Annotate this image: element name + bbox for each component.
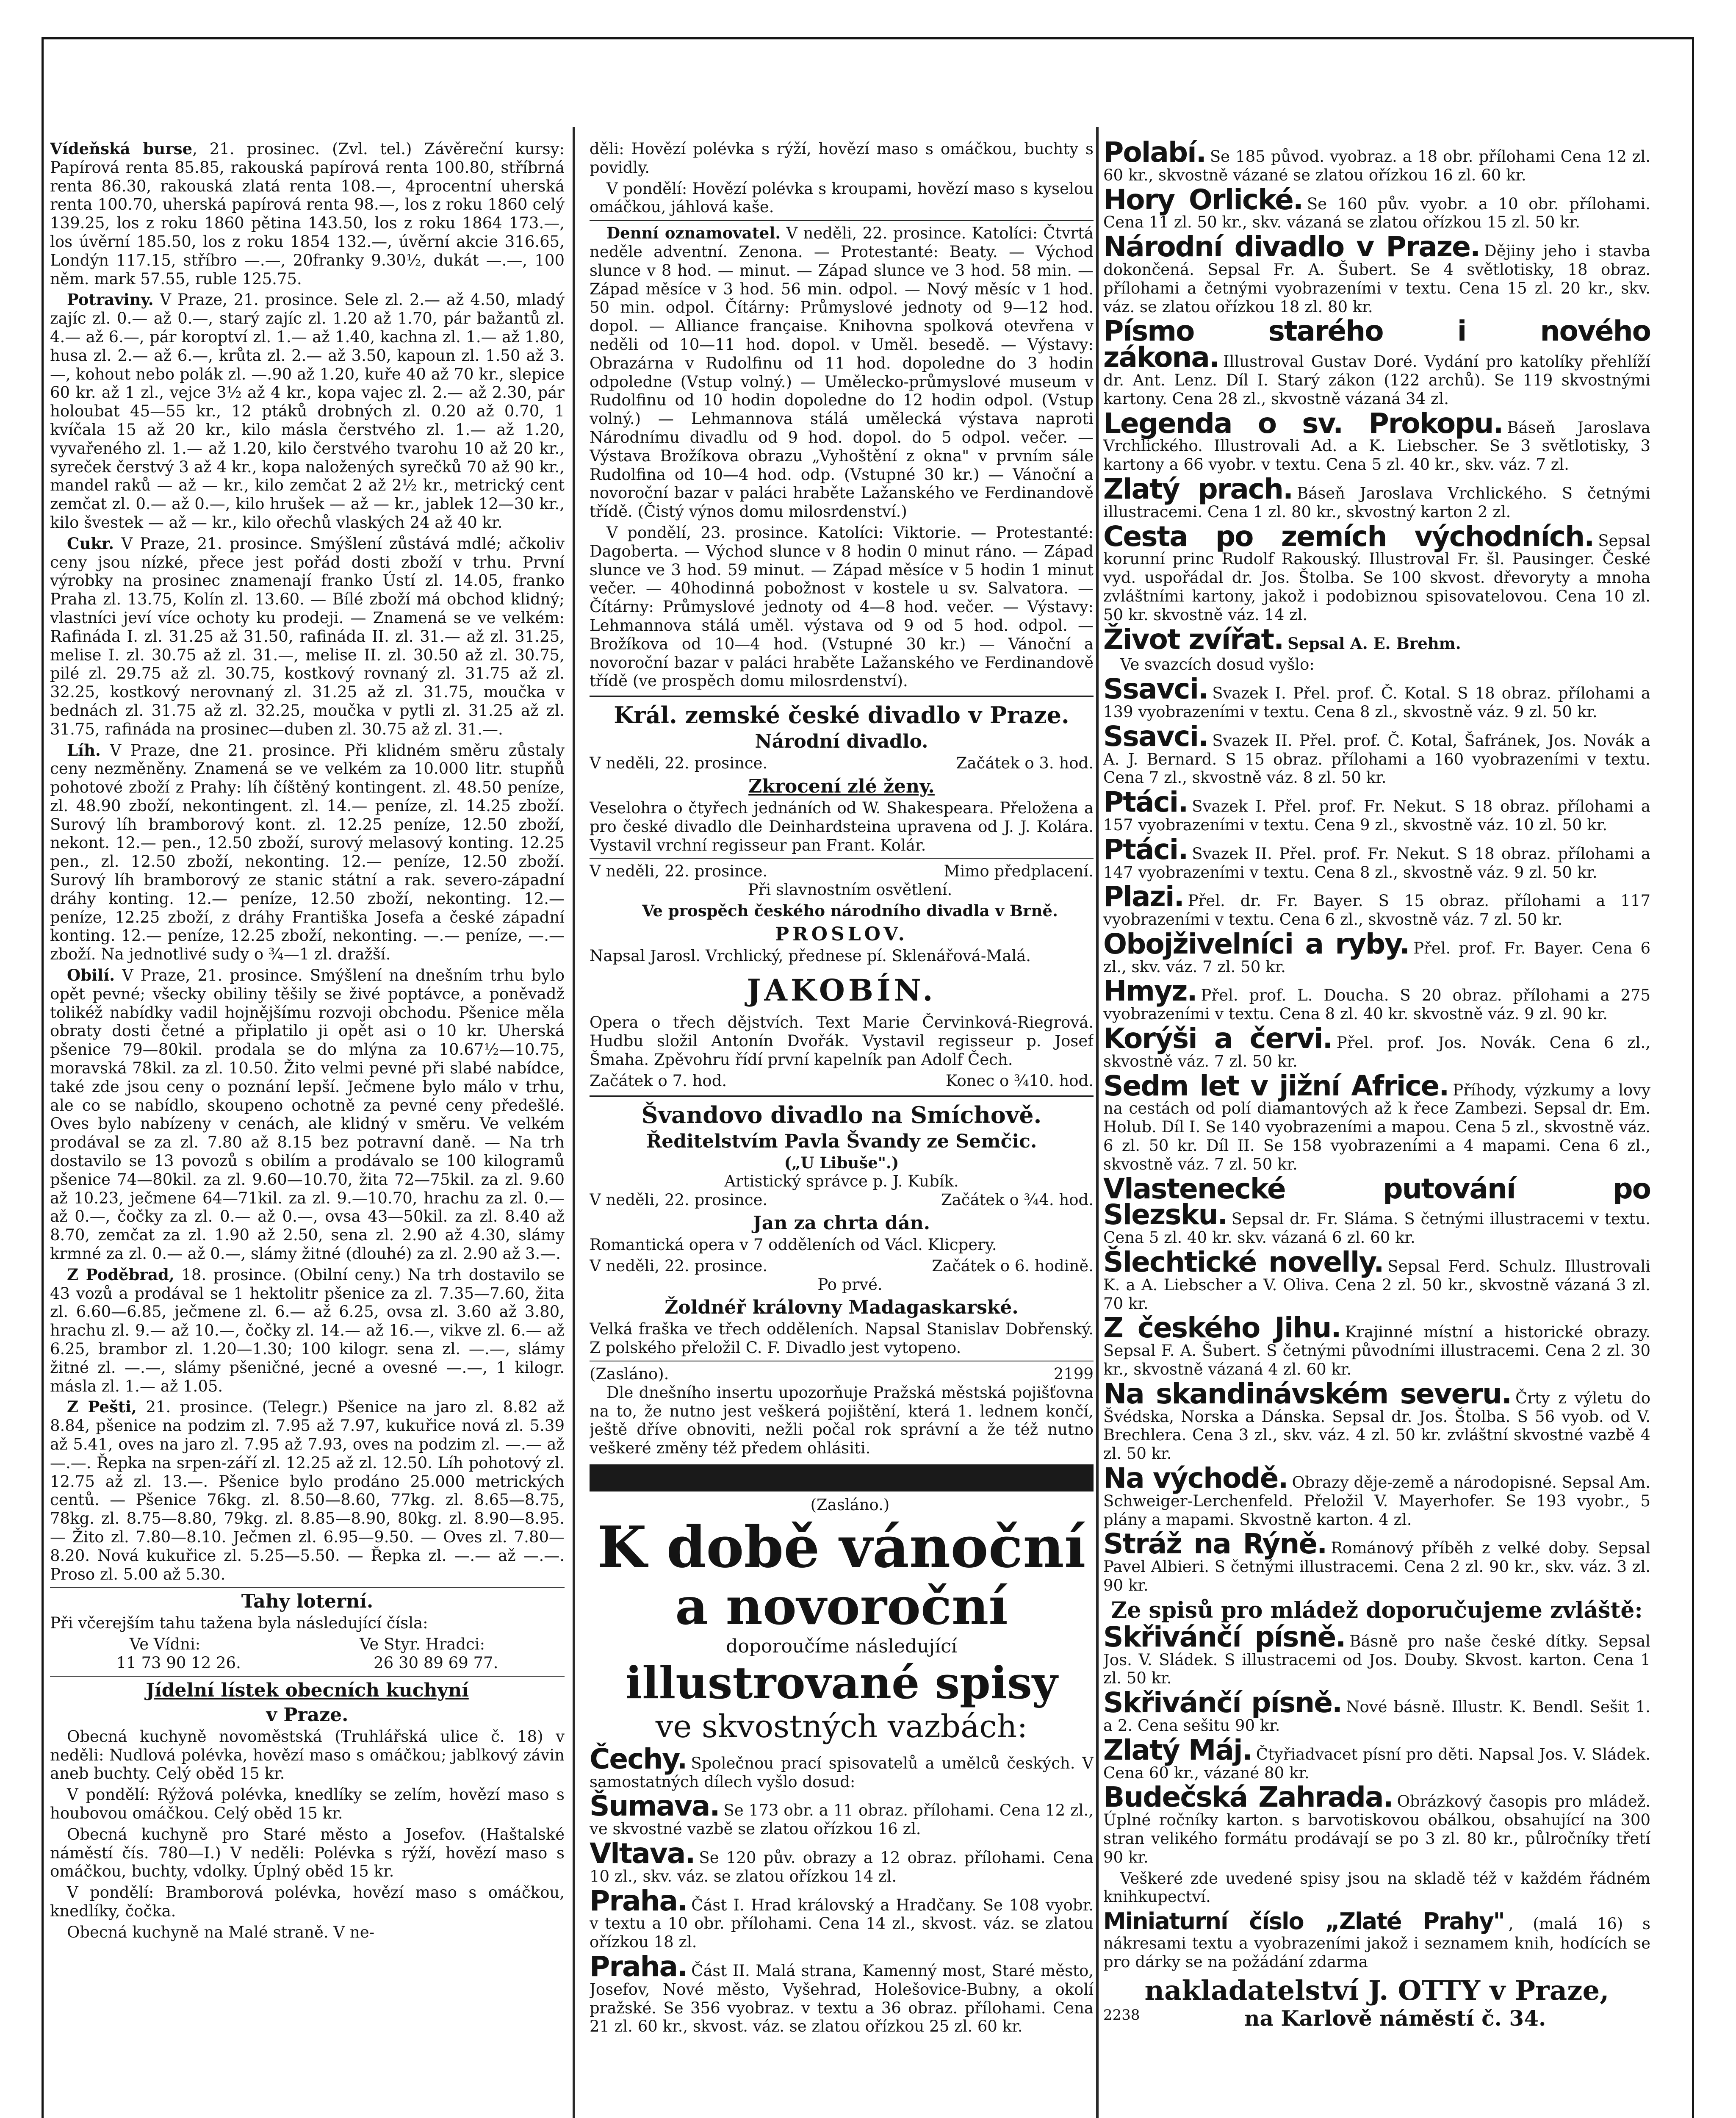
book-description: Črty z výletu do Švédska, Norska a Dánska. Sepsal dr. Jos. Štolba. S 56 vyob. od V. Brechlera. Cena 3 zl., skv. váz. 4 zl. 50 kr. zvláštní skvostné vazbě 4 zl. 50 kr. (1103, 1389, 1650, 1463)
book-entry (590, 1884, 1094, 1952)
divider (50, 1587, 565, 1588)
book-entry (1103, 1069, 1650, 1174)
section-heading: Líh. (67, 740, 101, 760)
performance-date: V neděli, 22. prosince. (590, 862, 768, 881)
menu-subtitle: v Praze. (266, 1704, 349, 1726)
column-rule (1096, 127, 1099, 2118)
book-entry (1103, 927, 1650, 976)
lottery-city: Ve Styr. Hradci: (360, 1635, 485, 1654)
performance-date: V neděli, 22. prosince. (590, 1191, 768, 1209)
book-description: Se 160 pův. vyobr. a 10 obr. přílohami. Cena 11 zl. 50 kr., skv. vázaná se zlatou ořízkou 15 zl. 50 kr. (1103, 194, 1650, 232)
book-description: Básně pro naše české dítky. Sepsal Jos. V. Sládek. S illustracemi od Jos. Douby. Skvost. karton. Cena 1 zl. 50 kr. (1103, 1632, 1650, 1688)
availability-note: Veškeré zde uvedené spisy jsou na skladě též v každém řádném knihkupectví. (1103, 1869, 1650, 1906)
youth-section-title: Ze spisů pro mládež doporučujeme zvláště: (1111, 1597, 1643, 1623)
book-entry (1103, 1781, 1650, 1866)
performance-end: Konec o ¾10. hod. (945, 1071, 1094, 1090)
book-title: Zlatý Máj. (1103, 1733, 1252, 1766)
ad-subline: ve skvostných vazbách: (655, 1708, 1028, 1745)
paragraph: , 21. prosinec. (Zvl. tel.) Závěreční kursy: Papírová renta 85.85, rakouská papírová renta 100.80, stříbrná renta 86.30, rakouská zlatá renta 108.—, 4procentní uherská renta 100.70, uherská papírová renta 98.—, los z roku 1860 celý 139.25, los z roku 1860 pětina 143.50, los z roku 1864 173.—, los úvěrní 185.50, los z roku 1854 132.—, úvěrní akcie 316.65, Londýn 117.15, stříbro —.—, 20franky 9.30½, dukát —.—, 100 něm. mark 57.55, ruble 125.75. (50, 140, 565, 288)
book-title: Ptáci. (1103, 833, 1188, 866)
menu-paragraph: Obecná kuchyně pro Staré město a Josefov. (Haštalské náměstí čís. 780—I.) V neděli: Polévka s rýží, hovězí maso s omáčkou, buchty, vdolky. Úplný oběd 15 kr. (50, 1825, 565, 1881)
lottery-numbers-vienna: 11 73 90 12 26. (116, 1653, 241, 1672)
play-description: Veselohra o čtyřech jednáních od W. Shakespeara. Přeložena a pro české divadlo dle Deinhardsteina upravena od J. J. Kolára. Vystavil vrchní regisseur pan Frant. Kolár. (590, 798, 1094, 854)
book-entry (1103, 1909, 1650, 1971)
performance-start: Začátek o ¾4. hod. (941, 1191, 1094, 1209)
play-title: Jan za chrta dán. (753, 1212, 930, 1234)
book-entry (1103, 1686, 1650, 1735)
book-entry (1103, 1311, 1650, 1379)
book-description: Sepsal Ferd. Schulz. Illustrovali K. a A. Liebscher a V. Oliva. Cena 2 zl. 50 kr., skvostně vázaná 3 zl. 70 kr. (1103, 1257, 1650, 1313)
market-report-vienna (50, 140, 565, 288)
book-title: Šlechtické novelly. (1103, 1246, 1384, 1279)
lottery-numbers-graz: 26 30 89 69 77. (374, 1653, 498, 1672)
theatre-manager: Artistický správce p. J. Kubík. (724, 1172, 959, 1191)
book-description: Se 185 původ. vyobraz. a 18 obr. přílohami Cena 12 zl. 60 kr., skvostně vázané se zlatou ořízkou 16 zl. 60 kr. (1103, 147, 1650, 184)
book-entry (1103, 183, 1650, 232)
book-description: Se 120 pův. obrazy a 12 obraz. přílohami. Cena 10 zl., skv. váz. se zlatou ořízkou 14 zl. (590, 1849, 1094, 1885)
book-description: Obrazy děje-země a národopisné. Sepsal Am. Schweiger-Lerchenfeld. Přeložil V. Mayerhofer. Se 193 vyobr., 5 plány a mapami. Skvostně karton. 4 zl. (1103, 1473, 1650, 1529)
publisher-address-row (1103, 2006, 1650, 2031)
performance-date: V neděli, 22. prosince. (590, 1256, 768, 1275)
daily-calendar-sunday (590, 224, 1094, 521)
performance-start: Začátek o 7. hod. (590, 1071, 727, 1090)
book-title: Ssavci. (1103, 673, 1208, 706)
section-heading: Cukr. (67, 534, 114, 553)
book-title: Čechy. (590, 1742, 687, 1775)
book-description: Sepsal korunní princ Rudolf Rakouský. Illustroval Fr. šl. Pausinger. České vyd. uspořádal dr. Jos. Štolba. Se 100 skvost. dřevoryty a mnoha zvláštními kartony, jakož i podobiznou spisovatelovou. Cena 10 zl. 50 kr. skvostně váz. 14 zl. (1103, 531, 1650, 624)
ad-headline: K době vánoční (597, 1513, 1086, 1580)
performance-date: V neděli, 22. prosince. (590, 754, 768, 773)
book-description: Svazek I. Přel. prof. Fr. Nekut. S 18 obraz. přílohami a 157 vyobrazeními v textu. Cena 9 zl., skvostně váz. 10 zl. 50 kr. (1103, 797, 1650, 834)
book-entry (1103, 786, 1650, 834)
section-heading: Obilí. (67, 966, 115, 985)
book-description: Krajinné místní a historické obrazy. Sepsal F. A. Šubert. S četnými původními illustracemi. Cena 2 zl. 30 kr., skvostně vázaná 4 zl. 60 kr. (1103, 1323, 1650, 1379)
menu-paragraph: Obecná kuchyně na Malé straně. V ne- (67, 1923, 375, 1941)
book-title: Budečská Zahrada. (1103, 1781, 1393, 1814)
notice-header (590, 1365, 1094, 1383)
market-report-grain (50, 966, 565, 1263)
play-title: JAKOBÍN. (747, 973, 936, 1008)
column-left (50, 140, 565, 2118)
book-description: Illustroval Gustav Doré. Vydání pro katolíky přehlíží dr. Ant. Lenz. Díl I. Starý zákon (122 archů). Se 119 skvostnými kartony. Cena 28 zl., skvostně vázaná 34 zl. (1103, 352, 1650, 408)
book-description: Přel. prof. Fr. Bayer. Cena 6 zl., skv. váz. 7 zl. 50 kr. (1103, 939, 1650, 976)
performance-info (590, 1191, 1094, 1209)
play-description: Velká fraška ve třech odděleních. Napsal Stanislav Dobřenský. Z polského přeložil C. F. Divadlo jest vytopeno. (590, 1320, 1094, 1357)
section-heading: Z Pešti, (67, 1397, 137, 1417)
book-description: Svazek I. Přel. prof. Č. Kotal. S 18 obraz. přílohami a 139 vyobrazeními v textu. Cena 8 zl., skvostně váz. 9 zl. 50 kr. (1103, 684, 1650, 721)
ad-subline: doporoučíme následující (726, 1635, 957, 1657)
menu-paragraph: V pondělí: Rýžová polévka, knedlíky se zelím, hovězí maso s houbovou omáčkou. Celý oběd 15 kr. (50, 1785, 565, 1822)
book-entry (590, 1837, 1094, 1886)
performance-lighting: Při slavnostním osvětlení. (748, 881, 952, 899)
paragraph: 21. prosince. (Telegr.) Pšenice na jaro zl. 8.82 až 8.84, pšenice na podzim zl. 7.95 až 7.97, kukuřice nová zl. 5.39 až 5.41, oves na jaro zl. 7.95 až 7.93, oves na podzim zl. —.— až —.—. Řepka na srpen-září zl. 12.25 až zl. 12.50. Líh pohotový zl. 12.75 až zl. 13.—. Pšenice bylo prodáno 25.000 metrických centů. — Pšenice 76kg. zl. 8.50—8.60, 77kg. zl. 8.65—8.75, 78kg. zl. 8.75—8.80, 79kg. zl. 8.85—8.90, 80kg. zl. 8.90—8.95. — Žito zl. 7.80—8.10. Ječmen zl. 6.95—9.50. — Oves zl. 7.80—8.20. Nová kukuřice zl. 5.25—5.50. — Řepka zl. —.— až —.—. Proso zl. 5.00 až 5.30. (50, 1398, 565, 1583)
book-title: Cesta po zemích východních. (1103, 520, 1594, 553)
performance-info (590, 862, 1094, 881)
book-entry (1103, 975, 1650, 1023)
book-title: Hory Orlické. (1103, 183, 1303, 216)
book-title: Z českého Jihu. (1103, 1311, 1341, 1345)
book-entry (1103, 407, 1650, 474)
section-heading: Denní oznamovatel. (606, 224, 781, 243)
performance-note: Po prvé. (817, 1275, 883, 1294)
publisher-address: na Karlově náměstí č. 34. (1244, 2005, 1546, 2031)
book-entry (1103, 520, 1650, 624)
book-entry (590, 1742, 1094, 1791)
book-entry (1103, 1246, 1650, 1313)
book-description: Čtyřiadvacet písní pro děti. Napsal Jos. V. Sládek. Cena 60 kr., vázané 80 kr. (1103, 1745, 1650, 1782)
prolog-author: Napsal Jarosl. Vrchlický, přednese pí. Sklenářová-Malá. (590, 946, 1031, 965)
lottery-title: Tahy loterní. (241, 1591, 374, 1613)
daily-calendar-monday: V pondělí, 23. prosince. Katolíci: Viktorie. — Protestanté: Dagoberta. — Východ slunce v 8 hodin 0 minut ráno. — Západ slunce ve 3 hod. 59 minut. — Západ měsíce v 5 hodin 1 minut večer. — 40hodinná pobožnost v kostele u sv. Salvatora. — Čítárny: Průmyslové jednoty od 4—8 hod. večer. — Výstavy: Lehmannova stálá uměl. výstava od 9 od 5 hod. odpol. — Brožíkova od 10—4 hod. (Vstupné 30 kr.) — Vánoční a novoroční bazar v paláci hraběte Lažanského ve Ferdinandově třídě (ve prospěch domu milosrdenství). (590, 523, 1094, 690)
book-entry (1103, 140, 1650, 185)
theatre-subtitle: Ředitelstvím Pavla Švandy ze Semčic. (646, 1130, 1037, 1152)
performance-info (590, 754, 1094, 773)
series-note: Ve svazcích dosud vyšlo: (1120, 655, 1315, 674)
book-entry (1103, 1528, 1650, 1594)
book-description: Se 173 obr. a 11 obraz. přílohami. Cena 12 zl., ve skvostné vazbě se zlatou ořízkou 16 zl. (590, 1801, 1094, 1838)
column-middle (590, 140, 1094, 2118)
book-entry (1103, 833, 1650, 882)
book-description: Svazek II. Přel. prof. Fr. Nekut. S 18 obraz. přílohami a 147 vyobrazeními v textu. Cena 8 zl., skvostně váz. 9 zl. 50 kr. (1103, 844, 1650, 882)
book-title: Na skandinávském severu. (1103, 1377, 1512, 1410)
notice-body: Dle dnešního insertu upozorňuje Pražská městská pojišťovna na to, že nutno jest veškerá pojištění, která 1. lednem končí, ještě dříve obnoviti, nežli počal rok správní a že též nutno veškeré změny též předem ohlásiti. (590, 1383, 1094, 1458)
column-rule (573, 127, 575, 2118)
divider (590, 696, 1094, 697)
book-description: Přel. prof. L. Doucha. S 20 obraz. přílohami a 275 vyobrazeními v textu. Cena 8 zl. 40 kr. skvostně váz. 9 zl. 90 kr. (1103, 986, 1650, 1023)
book-entry (1103, 880, 1650, 929)
book-description: Sepsal dr. Fr. Sláma. S četnými illustracemi v textu. Cena 5 zl. 40 kr. skv. vázaná 6 zl. 60 kr. (1103, 1210, 1650, 1247)
performance-start: Začátek o 3. hod. (956, 754, 1094, 773)
lottery-city: Ve Vídni: (129, 1635, 201, 1654)
book-title: Polabí. (1103, 140, 1206, 169)
market-report-food (50, 291, 565, 532)
ad-number: 2238 (1103, 2006, 1140, 2024)
ad-headline: a novoroční (675, 1576, 1008, 1636)
divider (590, 220, 1094, 221)
menu-paragraph: Obecná kuchyně novoměstská (Truhlářská ulice č. 18) v neděli: Nudlová polévka, hovězí maso s omáčkou; jablkový závin aneb buchty. Celý oběd 15 kr. (50, 1727, 565, 1783)
book-title: Obojživelníci a ryby. (1103, 927, 1409, 960)
menu-title: Jídelní lístek obecních kuchyní (146, 1679, 469, 1701)
performance-times (590, 1072, 1094, 1090)
performance-start: Začátek o 6. hodině. (932, 1256, 1094, 1275)
performance-note: Mimo předplacení. (944, 862, 1094, 881)
ad-label: (Zasláno.) (810, 1496, 890, 1514)
book-title: Plazi. (1103, 880, 1184, 913)
ad-headline: illustrované spisy (625, 1656, 1058, 1709)
performance-info (590, 1257, 1094, 1275)
book-title: Život zvířat. (1103, 623, 1284, 656)
book-description: Obrázkový časopis pro mládež. Úplné ročníky karton. s barvotiskovou obálkou, obsahující na 300 stran velikého formátu prodávají se po 3 zl. 80 kr., půlročníky třetí 90 kr. (1103, 1792, 1650, 1866)
book-title: Písmo starého i nového zákona. (1103, 315, 1650, 374)
book-entry (1103, 1733, 1650, 1783)
book-title: Sedm let v jižní Africe. (1103, 1069, 1449, 1102)
market-report-sugar (50, 535, 565, 739)
menu-paragraph: V pondělí: Hovězí polévka s kroupami, hovězí maso s kyselou omáčkou, jáhlová kaše. (590, 179, 1094, 216)
book-description: Přel. dr. Fr. Bayer. S 15 obraz. přílohami a 117 vyobrazeními v textu. Cena 6 zl., skvostně váz. 7 zl. 50 kr. (1103, 892, 1650, 929)
book-entry (1103, 230, 1650, 316)
market-report-spirits (50, 741, 565, 964)
book-description: Část I. Hrad královský a Hradčany. Se 108 vyobr. v textu a 10 obr. přílohami. Cena 14 zl., skvost. váz. se zlatou ořízkou 18 zl. (590, 1896, 1094, 1952)
market-report-podebrady (50, 1266, 565, 1396)
book-entry (590, 1950, 1094, 2036)
section-heading: Vídeňská burse (50, 140, 193, 158)
book-description: , (malá 16) s nákresami textu a vyobrazeními jakož i seznamem knih, hodících se pro dárky se na požádání zdarma (1103, 1915, 1650, 1971)
book-entry (1103, 472, 1650, 521)
column-right (1103, 140, 1650, 2118)
book-title: Legenda o sv. Prokopu. (1103, 407, 1503, 440)
section-heading: Z Poděbrad, (67, 1265, 174, 1284)
menu-paragraph: V pondělí: Bramborová polévka, hovězí maso s omáčkou, knedlíky, čočka. (50, 1883, 565, 1920)
book-description: Příhody, výzkumy a lovy na cestách od polí diamantových až k řece Zambezi. Sepsal dr. Em. Holub. Díl I. Se 140 vyobrazeními a mapou. Cena 5 zl., skvostně váz. 6 zl. 50 kr. Díl II. Se 158 vyobrazeními a 4 mapami. Cena 6 zl., skvostně váz. 7 zl. 50 kr. (1103, 1081, 1650, 1173)
divider (590, 1095, 1094, 1097)
book-description: Sepsal A. E. Brehm. (1287, 634, 1461, 653)
book-title: Hmyz. (1103, 975, 1197, 1008)
book-entry (1103, 1172, 1650, 1247)
book-description: Přel. prof. Jos. Novák. Cena 6 zl., skvostně váz. 7 zl. 50 kr. (1103, 1034, 1650, 1070)
book-entry (1103, 315, 1650, 408)
book-title: Vltava. (590, 1837, 695, 1870)
performance-benefit: Ve prospěch českého národního divadla v Brně. (642, 901, 1058, 920)
theatre-subtitle: („U Libuše".) (784, 1153, 899, 1172)
book-title: Národní divadlo v Praze. (1103, 230, 1480, 263)
paragraph: V Praze, 21. prosince. Sele zl. 2.— až 4.50, mladý zajíc zl. 0.— až 0.—, starý zajíc zl. 1.20 až 1.70, pár bažantů zl. 4.— až 6.—, pár koroptví zl. 1.— až 1.40, kachna zl. 1.— až 1.80, husa zl. 2.— až 6.—, krůta zl. 2.— až 3.50, kapoun zl. 1.50 až 3.—, kohout nebo polák zl. —.90 až 1.20, kuře 40 až 70 kr., slepice 60 kr. až 1 zl., vejce 3½ až 4 kr., kopa vajec zl. 2.— až 2.30, pár holoubat 45—55 kr., 12 ptáků drobných zl. 0.20 až 0.70, 1 kvíčala 15 až 20 kr., kilo másla čerstvého zl. 1.— až 1.20, vyvařeného zl. 1.— až 1.20, kilo čerstvého tvarohu 10 až 20 kr., syreček čerstvý 3 až 4 kr., kopa naložených syrečků 70 až 90 kr., mandel raků — až — kr., kilo zemčat 2 až 2½ kr., metrický cent zemčat zl. 0.— až 0.—, kilo hrušek — až — kr., jablek 12—30 kr., kilo švestek — až — kr., kilo ořechů vlaských 24 až 40 kr. (50, 291, 565, 532)
book-title: Miniaturní číslo „Zlaté Prahy" (1103, 1908, 1504, 1935)
ornamental-banner (590, 1464, 1094, 1491)
play-title: Zkrocení zlé ženy. (748, 775, 935, 797)
play-title: Žoldnéř královny Madagaskarské. (664, 1297, 1019, 1319)
paragraph: 18. prosince. (Obilní ceny.) Na trh dostavilo se 43 vozů a prodával se 1 hektolitr pšenice za zl. 7.35—7.60, žita zl. 6.60—6.85, ječmene zl. 6.— až 6.25, ovsa zl. 3.60 až 3.80, hrachu zl. 9.— až 10.—, čočky zl. 14.— až 16.—, vikve zl. 6.— až 6.25, brambor zl. 1.20—1.30; 100 kilogr. sena zl. —.—, slámy žitné zl. —.—, slámy pšeničné, jecné a ovesné —.—, 1 kilogr. másla zl. 1.— až 1.05. (50, 1265, 565, 1395)
market-report-pest (50, 1398, 565, 1583)
book-description: Dějiny jeho i stavba dokončená. Sepsal Fr. A. Šubert. Se 4 světlotisky, 18 obraz. přílohami a četnými vyobrazeními v textu. Cena 15 zl. 20 kr., skv. váz. se zlatou ořízkou 18 zl. 80 kr. (1103, 242, 1650, 316)
paragraph: V neděli, 22. prosince. Katolíci: Čtvrtá neděle adventní. Zenona. — Protestanté: Beaty. — Východ slunce v 8 hod. — minut. — Západ slunce ve 3 hod. 58 min. — Západ měsíce v 3 hod. 56 min. odpol. — Nový měsíc v 1 hod. 50 min. odpol. Čítárny: Průmyslové jednoty od 9—12 hod. dopol. — Alliance française. Knihovna spolková otevřena v neděli od 10—11 hod. dopol. v Uměl. besedě. — Výstavy: Obrazárna v Rudolfinu od 11 hod. dopoledne do 3 hodin odpoledne (Vstup volný.) — Umělecko-průmyslové museum v Rudolfinu od 10 hodin dopoledne do 12 hodin odpol. (Vstup volný.) — Lehmannova stálá umělecká výstava naproti Národnímu divadlu od 9 hod. dopol. do 5 odpol. večer. — Výstava Brožíkova obrazu „Vyhoštění z okna" v prvním sále Rudolfina od 10—4 hod. odp. (Vstupné 30 kr.) — Vánoční a novoroční bazar v paláci hraběte Lažanského ve Ferdinandově třídě. (Čistý výnos domu milosrdenství.) (590, 224, 1094, 521)
book-description: Nové básně. Illustr. K. Bendl. Sešit 1. a 2. Cena sešitu 90 kr. (1103, 1698, 1650, 1735)
lottery-numbers (50, 1654, 565, 1672)
book-title: Skřivánčí písně. (1103, 1686, 1342, 1719)
book-entry (1103, 623, 1650, 656)
book-description: Společnou prací spisovatelů a umělců českých. V samostatných dílech vyšlo dosud: (590, 1754, 1094, 1791)
theatre-title: Král. zemské české divadlo v Praze. (614, 701, 1069, 729)
book-entry (1103, 720, 1650, 787)
book-description: Románový příběh z velké doby. Sepsal Pavel Albieri. S četnými illustracemi. Cena 2 zl. 90 kr., skv. váz. 3 zl. 90 kr. (1103, 1539, 1650, 1594)
book-entry (1103, 1377, 1650, 1463)
theatre-title: Švandovo divadlo na Smíchově. (641, 1101, 1042, 1128)
book-title: Praha. (590, 1950, 687, 1983)
lottery-intro: Při včerejším tahu tažena byla následující čísla: (50, 1614, 428, 1633)
book-entry (590, 1790, 1094, 1838)
play-description: Romantická opera v 7 odděleních od Václ. Klicpery. (590, 1236, 997, 1254)
book-entry (1103, 1620, 1650, 1688)
lottery-cities (50, 1635, 565, 1654)
book-title: Korýši a červi. (1103, 1022, 1332, 1055)
book-title: Ssavci. (1103, 720, 1208, 753)
book-description: Báseň Jaroslava Vrchlického. Illustrovali Ad. a K. Liebscher. Se 3 světlotisky, 3 kartony a 66 vyobr. v textu. Cena 5 zl. 40 kr., skv. váz. 7 zl. (1103, 418, 1650, 474)
book-title: Zlatý prach. (1103, 472, 1293, 505)
book-entry (1103, 1462, 1650, 1529)
book-title: Šumava. (590, 1790, 720, 1823)
book-description: Část II. Malá strana, Kamenný most, Staré město, Josefov, Nové město, Vyšehrad, Holešovice-Bubny, a okolí pražské. Se 356 vyobraz. v textu a 36 obraz. přílohami. Cena 21 zl. 60 kr., skvost. váz. se zlatou ořízkou 25 zl. 60 kr. (590, 1962, 1094, 2036)
publisher-name: nakladatelství J. OTTY v Praze, (1144, 1974, 1609, 2007)
divider (590, 858, 1094, 859)
play-description: Opera o třech dějstvích. Text Marie Červinková-Riegrová. Hudbu složil Antonín Dvořák. Vystavil regisseur p. Josef Šmaha. Zpěvohru řídí první kapelník pan Adolf Čech. (590, 1013, 1094, 1069)
section-heading: Potraviny. (67, 290, 154, 309)
book-title: Praha. (590, 1884, 687, 1917)
notice-number: 2199 (1053, 1365, 1094, 1383)
paragraph: V Praze, 21. prosince. Smýšlení na dnešním trhu bylo opět pevné; všecky obiliny těšily se živé poptávce, a poněvadž tolikéž nabídky vadil hojnějšímu rozvoji obchodu. Pšenice měla obraty dosti četné a připlatilo ji opět asi o 10 kr. Uherská pšenice 79—80kil. prodala se do mlýna za 10.67½—10.75, moravská 78kil. za zl. 10.50. Žito velmi pevné při slabé nabídce, také zde jsou ceny o poznání lepší. Ječmene bylo málo v trhu, ale co se nabídlo, skoupeno ochotně za pevné ceny předešlé. Oves bylo nabízeny v cenách, ale klidný v směru. Ve velkém prodával se za zl. 7.80 až 8.15 bez potravní daně. — Na trh dostavilo se 13 povozů s obilím a prodávalo se 100 kilogramů pšenice 74—80kil. za zl. 9.60—10.70, žita 72—75kil. za zl. 9.60 až 10.23, ječmene 64—71kil. za zl. 9.—10.70, hrachu za zl. 0.— až 0.—, čočky za zl. 0.— až 0.—, ovsa 43—50kil. za zl. 8.40 až 8.70, zemčat za zl. 1.90 až 2.50, sena zl. 2.90 až 4.30, slámy krmné za zl. 0.— až 0.—, slámy žitné (dlouhé) za zl. 2.90 až 3.—. (50, 966, 565, 1263)
book-entry (1103, 673, 1650, 721)
book-entry (1103, 1022, 1650, 1071)
book-title: Stráž na Rýně. (1103, 1528, 1327, 1561)
book-title: Ptáci. (1103, 786, 1188, 819)
menu-paragraph: děli: Hovězí polévka s rýží, hovězí maso s omáčkou, buchty s povidly. (590, 140, 1094, 177)
book-description: Báseň Jaroslava Vrchlického. S četnými illustracemi. Cena 1 zl. 80 kr., skvostný karton 2 zl. (1103, 484, 1650, 521)
notice-label: (Zasláno). (590, 1365, 669, 1383)
divider (50, 1676, 565, 1677)
book-title: Na východě. (1103, 1462, 1288, 1495)
book-description: Svazek II. Přel. prof. Č. Kotal, Šafránek, Jos. Novák a A. J. Bernard. S 15 obraz. přílohami a 160 vyobrazeními v textu. Cena 7 zl., skvostně váz. 8 zl. 50 kr. (1103, 731, 1650, 787)
prolog-title: PROSLOV. (775, 923, 908, 945)
theatre-subtitle: Národní divadlo. (755, 731, 928, 753)
paragraph: V Praze, 21. prosince. Smýšlení zůstává mdlé; ačkoliv ceny jsou nízké, přece jest pořád dosti zboží v trhu. První výrobky na prosinec znamenají franko Ústí zl. 14.05, franko Praha zl. 13.75, Kolín zl. 13.60. — Bílé zboží má obchod klidný; vlastníci jeví více ochoty ku prodeji. — Znamená se ve velkém: Rafináda I. zl. 31.25 až 31.50, rafináda II. zl. 31.— až zl. 31.25, melise I. zl. 30.75 až zl. 31.—, melise II. zl. 30.50 až zl. 30.75, pilé zl. 29.75 až zl. 30.75, kostkový rovnaný zl. 31.75 až zl. 32.25, kostkový nerovnaný zl. 31.25 až zl. 31.75, moučka v bednách zl. 31.75 až zl. 32.25, moučka v pytli zl. 31.25 až zl. 31.75, rafináda na prosinec—duben zl. 30.75 až zl. 31.—. (50, 534, 565, 738)
book-title: Skřivánčí písně. (1103, 1620, 1346, 1653)
book-title: Vlastenecké putování po Slezsku. (1103, 1172, 1650, 1231)
paragraph: V Praze, dne 21. prosince. Při klidném směru zůstaly ceny nezměněny. Znamená se ve velkém za 10.000 litr. stupňů pohotové zboží z Prahy: líh číštěný kontingent. zl. 48.50 peníze, zl. 48.90 zboží, nekontingent. zl. 14.— peníze, zl. 14.25 zboží. Surový líh bramborový kont. zl. 12.25 peníze, 12.50 zboží, nekont. 12.— pen., 12.50 zboží, surový melasový konting. 12.25 pen., zl. 12.50 zboží, nekonting. 12.— peníze, 12.50 zboží. Surový líh bramborový ze stanic státní a rak. severo-západní dráhy konting. 12.— peníze, 12.50 zboží, nekonting. 12.— peníze, 12.25 zboží, z dráhy Františka Josefa a české západní konting. 12.— peníze, 12.25 zboží, nekonting. —.— peníze, —.— zboží. Na jednotlivé sudy o ¾—1 zl. dražší. (50, 741, 565, 964)
